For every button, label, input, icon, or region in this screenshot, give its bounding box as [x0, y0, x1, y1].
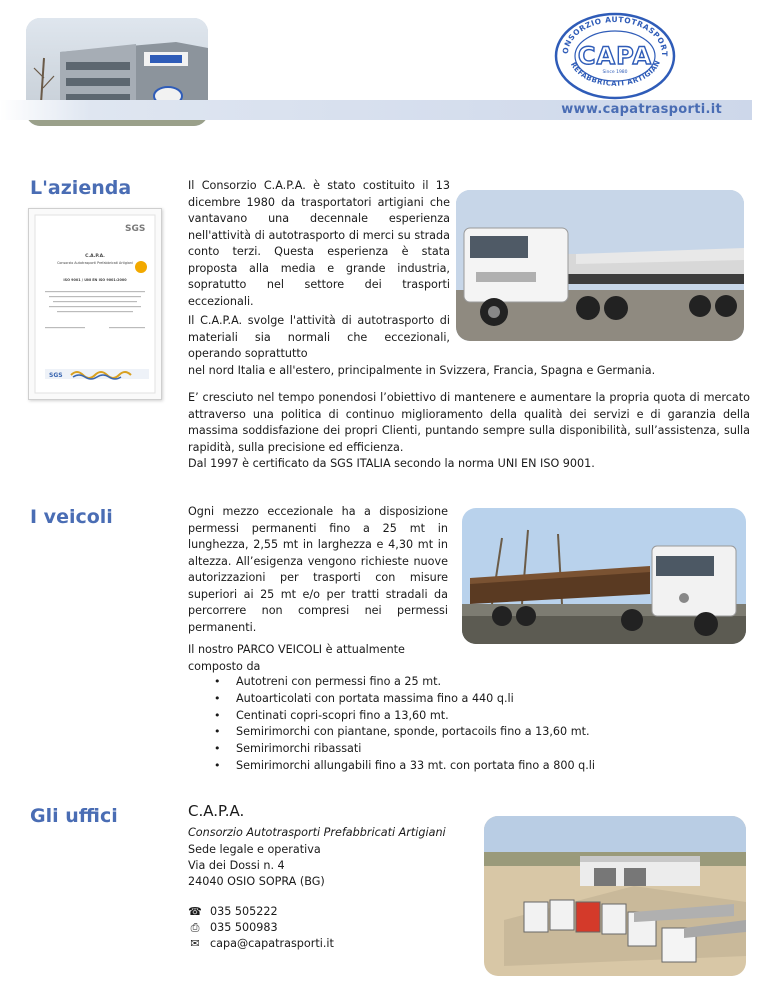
sgs-certificate	[28, 208, 162, 400]
cert-heading: C.A.P.A.	[85, 254, 105, 259]
svg-text:SGS: SGS	[125, 224, 146, 234]
website-url[interactable]: www.capatrasporti.it	[561, 102, 722, 117]
azienda-paragraph-1: Il Consorzio C.A.P.A. è stato costituito il 13 dicembre 1980 da trasportatori artigiani che vantavano una decennale esperienza nell'attività di autotrasporto di merci su strada conto terzi. Questa esperienza è stata proposta alla media e grande industria, sopratutto nel settore dei trasporti eccezionali.	[188, 179, 450, 308]
email-link[interactable]: capa@capatrasporti.it	[210, 937, 334, 950]
depot-photo	[484, 816, 746, 976]
section-title-uffici: Gli uffici	[30, 805, 118, 827]
azienda-paragraph-2a: Il C.A.P.A. svolge l'attività di autotrasporto di materiali sia normali che eccezionali, operando soprattutto	[188, 314, 450, 360]
list-item: • Centinati copri-scopri fino a 13,60 mt.	[236, 708, 728, 725]
email-row	[188, 936, 334, 952]
azienda-paragraph-3: E’ cresciuto nel tempo ponendosi l’obiettivo di mantenere e aumentare la propria quota di mercato attraverso una politica di continuo miglioramento della qualità dei servizi e di garanzia della massima soddisfazione dei propri Clienti, puntando sempre sulla disponibilità, sull’assistenza, sulla rapidità, sulla precisione ed efficienza.	[188, 391, 750, 454]
list-item: • Semirimorchi ribassati	[236, 741, 728, 758]
cert-company: Consorzio Autotrasporti Prefabbricati Artigiani	[57, 261, 133, 265]
phone-row	[188, 904, 278, 920]
logo-arc-top: ONSORZIO AUTOTRASPORT	[560, 14, 670, 57]
section-title-azienda: L'azienda	[30, 177, 132, 199]
capa-logo	[554, 12, 676, 100]
fax-number[interactable]: 035 500983	[210, 921, 278, 934]
list-item: • Semirimorchi con piantane, sponde, portacoils fino a 13,60 mt.	[236, 724, 728, 741]
address-line: Via dei Dossi n. 4	[188, 859, 285, 872]
phone-icon: ☎	[188, 905, 202, 918]
phone-number[interactable]: 035 505222	[210, 905, 278, 918]
company-full-name: Consorzio Autotrasporti Prefabbricati Artigiani	[188, 826, 446, 839]
company-name: C.A.P.A.	[188, 802, 245, 820]
list-item: • Semirimorchi allungabili fino a 33 mt. con portata fino a 800 q.li	[236, 758, 728, 775]
truck-photo-1	[456, 190, 744, 341]
list-item: • Autotreni con permessi fino a 25 mt.	[236, 674, 728, 691]
address-line: Sede legale e operativa	[188, 843, 321, 856]
cert-brand: SGS	[49, 372, 63, 379]
veicoli-intro: Il nostro PARCO VEICOLI è attualmente composto da	[188, 643, 405, 673]
cert-standard: ISO 9001 / UNI EN ISO 9001:2000	[63, 278, 127, 282]
logo-name: CAPA	[577, 42, 653, 70]
address-line: 24040 OSIO SOPRA (BG)	[188, 875, 325, 888]
fax-row	[188, 920, 278, 936]
vehicle-list	[188, 674, 728, 775]
logo-arc-bottom: REFABBRICATI ARTIGIAN	[568, 59, 663, 88]
logo-since: Since 1980	[602, 70, 628, 75]
azienda-paragraph-2b: nel nord Italia e all'estero, principalmente in Svizzera, Francia, Spagna e Germania.	[188, 364, 656, 377]
veicoli-paragraph-1: Ogni mezzo eccezionale ha a disposizione permessi permanenti fino a 25 mt in lunghezza, 2,55 mt in larghezza e 4,30 mt in altezza. All’esigenza vengono richieste nuove autorizzazioni per trasporti con misure superiori ai 25 mt e/o per tratti stradali da percorrere non compresi nei permessi permanenti.	[188, 505, 448, 634]
section-title-veicoli: I veicoli	[30, 506, 113, 528]
list-item: • Autoarticolati con portata massima fino a 440 q.li	[236, 691, 728, 708]
azienda-paragraph-4: Dal 1997 è certificato da SGS ITALIA secondo la norma UNI EN ISO 9001.	[188, 457, 595, 470]
fax-icon: ⎙	[190, 921, 200, 934]
truck-photo-2	[462, 508, 746, 644]
envelope-icon: ✉	[190, 937, 200, 950]
